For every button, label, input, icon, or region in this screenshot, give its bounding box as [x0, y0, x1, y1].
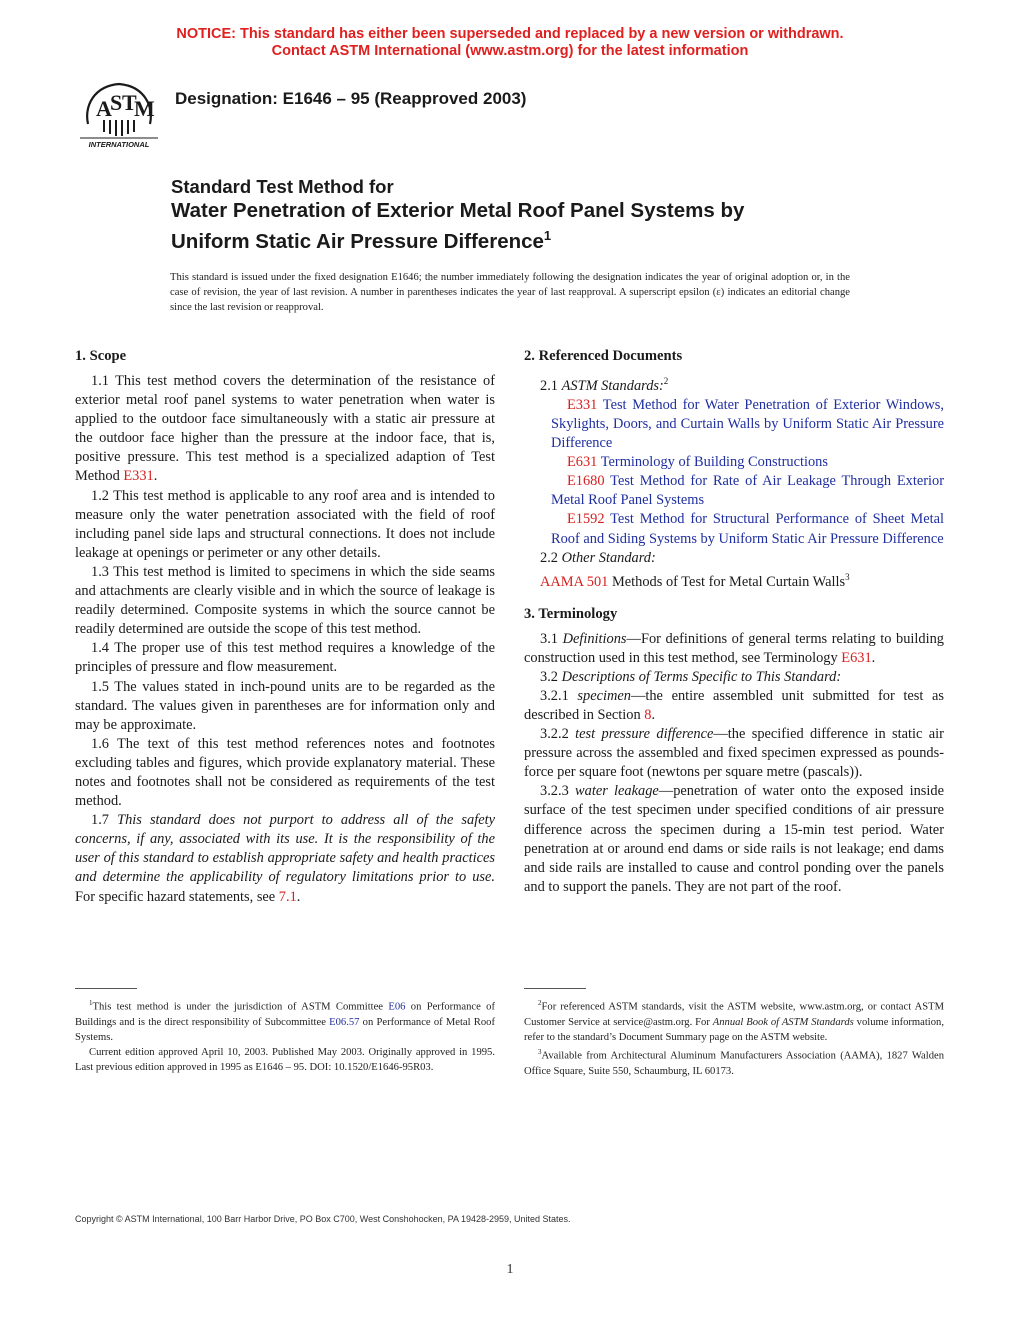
footnote-2: $^2$For referenced ASTM standards, visit the ASTM website, www.astm.org, or contact ASTM Customer Service at service@astm.org. For Annual Book of ASTM Standards volume information, refer to the standard’s Document Summary page on the ASTM website. — [524, 999, 944, 1043]
title-line-2: Water Penetration of Exterior Metal Roof Panel Systems by — [171, 199, 745, 222]
footnotes-right — [524, 996, 944, 1079]
para-1-7: 1.7 This standard does not purport to address all of the safety concerns, if any, associated with its use. It is the responsibility of the user of this standard to establish appropriate safety and health practices and determine the applicability of regulatory limitations prior to use. For specific hazard statements, see 7.1. — [75, 812, 495, 905]
svg-text:T: T — [122, 90, 137, 115]
footnote-1-edition: Current edition approved April 10, 2003. Published May 2003. Originally approved in 1995. Last previous edition approved in 1995 as E1646 – 95. DOI: 10.1520/E1646-95R03. — [75, 1047, 495, 1074]
title-line-3: Uniform Static Air Pressure Difference — [171, 229, 544, 253]
para-3-1: 3.1 Definitions—For definitions of general terms relating to building construction used in this test method, see Terminology E631. — [524, 630, 944, 666]
para-1-2: 1.2 This test method is applicable to any roof area and is intended to measure only the water penetration associated with the field of roof including panel side laps and structural connections. It does not include leakage at openings or perimeter or any other details. — [75, 487, 495, 561]
footnote-3: $^3$Available from Architectural Aluminum Manufacturers Association (AAMA), 1827 Walden Office Square, Suite 550, Schaumburg, IL 60173. — [524, 1048, 944, 1077]
svg-text:S: S — [110, 90, 123, 115]
document-title — [171, 176, 744, 254]
para-3-2-1: 3.2.1 specimen—the entire assembled unit submitted for test as described in Section 8. — [524, 687, 944, 723]
copyright-line: Copyright © ASTM International, 100 Barr Harbor Drive, PO Box C700, West Conshohocken, PA 19428-2959, United States. — [75, 1214, 571, 1224]
footnote-1: $^1$This test method is under the jurisdiction of ASTM Committee E06 on Performance of Buildings and is the direct responsibility of Subcommittee E06.57 on Performance of Metal Roof Systems. — [75, 999, 495, 1043]
para-3-2-3: 3.2.3 water leakage—penetration of water onto the exposed inside surface of the test specimen under specified conditions of air pressure difference across the specimen during a 15-min test period. Water penetration at or around end dams or side rails is not leakage; end dams and side rails are installed to cause and control ponding over the panels and to support the panels. They are not part of the roof. — [524, 783, 944, 895]
right-column — [524, 346, 944, 897]
reference-code-link[interactable]: E631 — [567, 454, 598, 471]
link-e331[interactable]: E331 — [123, 468, 154, 485]
footnote-rule-left — [75, 988, 137, 989]
reference-list — [524, 396, 944, 549]
reference-title-link[interactable]: Terminology of Building Constructions — [600, 454, 828, 471]
para-3-2: 3.2 Descriptions of Terms Specific to This Standard: — [540, 668, 842, 685]
link-7-1[interactable]: 7.1 — [278, 888, 297, 905]
para-1-3: 1.3 This test method is limited to specimens in which the side seams and attachments are clearly visible and in which the source of leakage is readily determined. Composite systems in which the source cannot be readily determined are outside the scope of this test method. — [75, 563, 495, 638]
superseded-notice — [0, 26, 1020, 60]
para-1-6: 1.6 The text of this test method references notes and footnotes excluding tables and figures, which provide explanatory material. These notes and footnotes shall not be considered as requirements of the test method. — [75, 735, 495, 810]
title-footnote-mark: 1 — [543, 228, 552, 243]
para-2-1: 2.1 ASTM Standards:$^2$ — [540, 376, 669, 394]
reference-code-link[interactable]: E1592 — [567, 511, 605, 528]
reference-aama: AAMA 501 Methods of Test for Metal Curtain Walls$^3$ — [540, 571, 850, 590]
svg-text:M: M — [134, 96, 155, 121]
page-number: 1 — [506, 1262, 514, 1277]
link-section-8[interactable]: 8 — [644, 707, 652, 723]
title-line-1: Standard Test Method for — [171, 176, 394, 197]
left-column — [75, 346, 495, 907]
para-3-2-2: 3.2.2 test pressure difference—the specified difference in static air pressure across the assembled and fixed specimen expressed as pounds-force per square foot (newtons per square metre (pascals)). — [524, 726, 944, 781]
logo-wordmark: INTERNATIONAL — [88, 140, 150, 149]
para-2-2: 2.2 Other Standard: — [540, 549, 656, 566]
reference-item — [524, 510, 944, 548]
reference-code-link[interactable]: E1680 — [567, 473, 605, 490]
reference-title-link[interactable]: Test Method for Water Penetration of Exterior Windows, Skylights, Doors, and Curtain Walls by Uniform Static Air Pressure Difference — [551, 396, 944, 452]
link-e631[interactable]: E631 — [841, 649, 872, 666]
para-1-4: 1.4 The proper use of this test method requires a knowledge of the principles of pressure and flow measurement. — [75, 640, 495, 676]
reference-item — [524, 453, 944, 472]
terminology-heading: 3. Terminology — [524, 605, 618, 622]
reference-title-link[interactable]: Test Method for Structural Performance of Sheet Metal Roof and Siding Systems by Uniform Static Air Pressure Difference — [551, 511, 944, 547]
footnotes-left — [75, 996, 495, 1076]
para-1-1: 1.1 This test method covers the determination of the resistance of exterior metal roof panel systems to water penetration when water is applied to the outdoor face simultaneously with a static air pressure at the outdoor face higher than the pressure at the indoor face, that is, positive pressure. This test method is a specialized adaption of Test Method E331. — [75, 373, 495, 485]
svg-text:A: A — [96, 96, 112, 121]
issued-note: This standard is issued under the fixed designation E1646; the number immediately following the designation indicates the year of original adoption or, in the case of revision, the year of last revision. A number in parentheses indicates the year of last reapproval. A superscript epsilon (ε) indicates an editorial change since the last revision or reapproval. — [170, 272, 850, 313]
astm-logo — [76, 76, 162, 150]
notice-line-1: NOTICE: This standard has either been superseded and replaced by a new version or withdrawn. — [176, 26, 844, 42]
link-aama-501[interactable]: AAMA 501 — [540, 573, 609, 590]
notice-line-2: Contact ASTM International (www.astm.org) for the latest information — [271, 43, 749, 59]
reference-code-link[interactable]: E331 — [567, 396, 598, 413]
link-e06[interactable]: E06 — [388, 1001, 406, 1013]
reference-title-link[interactable]: Test Method for Rate of Air Leakage Through Exterior Metal Roof Panel Systems — [551, 473, 944, 509]
footnote-rule-right — [524, 988, 586, 989]
para-1-5: 1.5 The values stated in inch-pound units are to be regarded as the standard. The values given in parentheses are for information only and may be approximate. — [75, 678, 495, 733]
designation: Designation: E1646 – 95 (Reapproved 2003) — [175, 89, 527, 108]
refdocs-heading: 2. Referenced Documents — [524, 348, 683, 364]
reference-item — [524, 472, 944, 510]
link-e06-57[interactable]: E06.57 — [329, 1016, 360, 1028]
reference-item — [524, 396, 944, 453]
scope-heading: 1. Scope — [75, 348, 127, 364]
